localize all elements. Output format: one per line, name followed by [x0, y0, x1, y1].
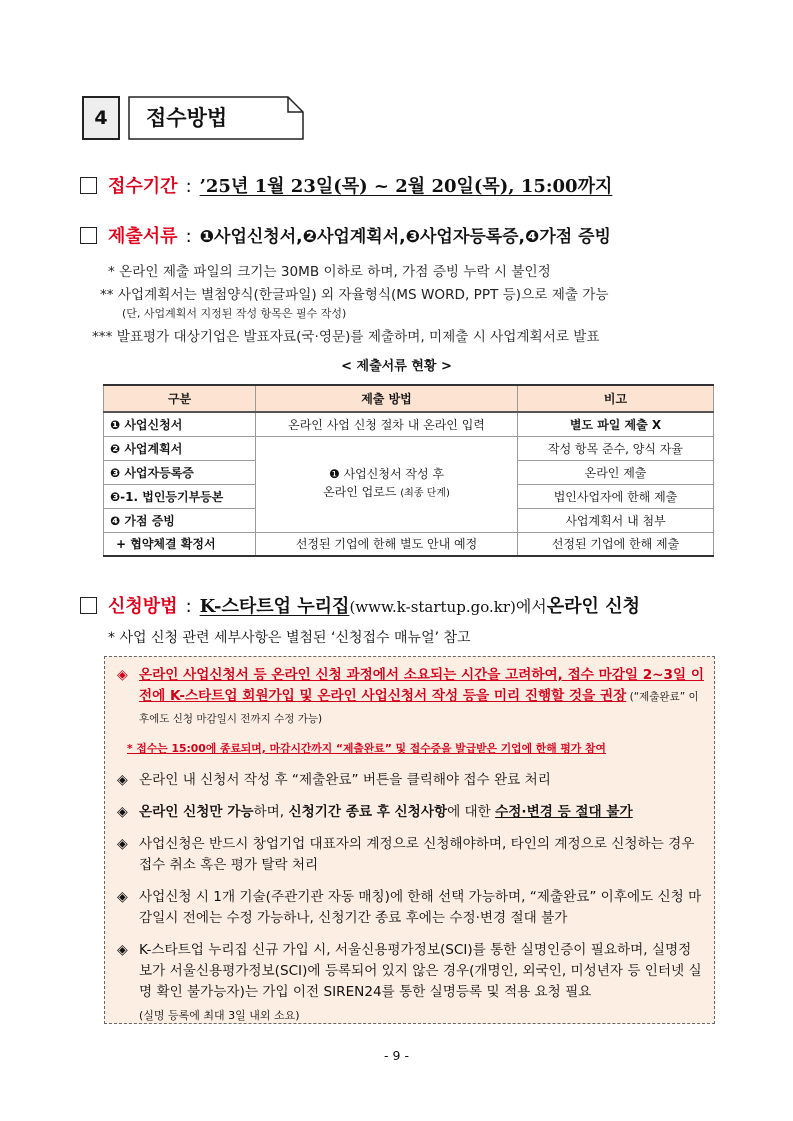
table-cell-note: 온라인 제출: [518, 460, 714, 484]
notice-text: K-스타트업 누리집 신규 가입 시, 서울신용평가정보(SCI)를 통한 실명인증이 필요하며, 실명정보가 서울신용평가정보(SCI)에 등록되어 있지 않은 경우(개명인, 외국인, 미성년자 등 인터넷 실명 확인 불가능자)는 가입 이전 SIREN24를 통한 실명등록 및 적용 요청 필요: [139, 942, 702, 1000]
table-header: 제출 방법: [256, 385, 518, 412]
table-cell-note: 작성 항목 준수, 양식 자율: [518, 436, 714, 460]
apply-label: 신청방법: [108, 596, 178, 617]
checkbox-icon: [80, 177, 97, 194]
colon: :: [185, 596, 192, 617]
merged-method-line-2: [262, 483, 511, 503]
notice-text: 수정·변경 등 절대 불가: [495, 804, 633, 820]
table-cell-name: ❷ 사업계획서: [104, 436, 256, 460]
section-header: [82, 96, 304, 140]
table-header: 비고: [518, 385, 714, 412]
apply-url[interactable]: (www.k-startup.go.kr): [349, 598, 516, 616]
table-row: [104, 436, 714, 460]
star-note-text: * 접수는 15:00에 종료되며, 마감시간까지 “제출완료” 및 접수증을 발급받은 기업에 한해 평가 참여: [127, 742, 606, 755]
diamond-bullet-icon: ◈: [117, 804, 128, 820]
table-cell-note: 사업계획서 내 첨부: [518, 508, 714, 532]
notice-small-line: [115, 1005, 704, 1026]
section-title-box: [128, 96, 304, 140]
document-item: ❷사업계획서,: [302, 227, 406, 247]
notice-item: [115, 834, 704, 876]
notice-small: (실명 등록에 최대 3일 내외 소요): [139, 1009, 300, 1022]
notice-text: 에 대한: [447, 804, 496, 820]
table-cell-name: ❹ 가점 증빙: [104, 508, 256, 532]
section-title: 접수방법: [146, 106, 228, 130]
section-number: 4: [82, 96, 120, 140]
checkbox-icon: [80, 227, 97, 244]
notice-text: 사업신청 시 1개 기술(주관기관 자동 매칭)에 한해 선택 가능하며, “제출완료” 이후에도 신청 마감일시 전에는 수정 가능하나, 신청기간 종료 후에는 수정·변경 절대 불가: [139, 889, 702, 926]
checkbox-icon: [80, 597, 97, 614]
table-row: [104, 412, 714, 436]
table-cell-note: 선정된 기업에 한해 제출: [518, 532, 714, 556]
notice-text: 온라인 신청만 가능: [139, 804, 254, 820]
diamond-bullet-icon: ◈: [117, 942, 128, 958]
documents-table: [103, 384, 714, 557]
notice-item: [115, 665, 704, 730]
table-cell-method: [256, 412, 518, 436]
documents-label: 제출서류: [108, 226, 178, 247]
documents-note-1: * 온라인 제출 파일의 크기는 30MB 이하로 하며, 가점 증빙 누락 시 불인정: [108, 264, 551, 280]
colon: :: [185, 176, 192, 197]
table-cell-note: 별도 파일 제출 X: [518, 412, 714, 436]
notice-item: [115, 802, 704, 823]
table-header-row: [104, 385, 714, 412]
notice-text: 신청기간 종료 후 신청사항: [288, 804, 448, 820]
notice-small: (“제출완료” 이후에도 신청 마감일시 전까지 수정 가능): [139, 691, 699, 725]
notice-text: 온라인 내 신청서 작성 후 “제출완료” 버튼을 클릭해야 접수 완료 처리: [139, 772, 551, 788]
period-value: ’25년 1월 23일(목) ~ 2월 20일(목), 15:00까지: [199, 176, 613, 197]
apply-sub-note: * 사업 신청 관련 세부사항은 별첨된 ‘신청접수 매뉴얼’ 참고: [108, 630, 471, 646]
document-item: ❶사업신청서,: [199, 227, 303, 247]
table-cell-merged-method: [256, 436, 518, 532]
merged-method-text: 온라인 업로드: [323, 485, 397, 499]
document-item: ❹가점 증빙: [524, 227, 611, 247]
merged-method-line-1: ❶ 사업신청서 작성 후: [329, 467, 444, 481]
apply-action: 온라인 신청: [546, 596, 640, 617]
diamond-bullet-icon: ◈: [117, 889, 128, 905]
table-cell-name: ❸ 사업자등록증: [104, 460, 256, 484]
notice-text: 온라인 사업신청서 등 온라인 신청 과정에서 소요되는 시간을 고려하여, 접수 마감일 2~3일 이전에 K-스타트업 회원가입 및 온라인 사업신청서 작성 등을 미리 진행할 것을 권장: [139, 667, 704, 704]
notice-box: [104, 656, 715, 1024]
table-cell-note: 법인사업자에 한해 제출: [518, 484, 714, 508]
apply-line: [80, 592, 640, 618]
notice-star-note: [115, 741, 704, 756]
table-title: < 제출서류 현황 >: [341, 359, 452, 374]
page-number: - 9 -: [384, 1048, 409, 1063]
documents-note-3: (단, 사업계획서 지정된 작성 항목은 필수 작성): [122, 307, 347, 320]
table-cell-name: ❸-1. 법인등기부등본: [104, 484, 256, 508]
apply-suffix: 에서: [515, 597, 547, 616]
diamond-bullet-icon: ◈: [117, 836, 128, 852]
notice-item: [115, 940, 704, 1003]
colon: :: [185, 226, 192, 247]
notice-item: [115, 887, 704, 929]
table-cell-name: + 협약체결 확정서: [104, 532, 256, 556]
merged-method-small: (최종 단계): [400, 488, 450, 499]
documents-note-2: ** 사업계획서는 별첨양식(한글파일) 외 자율형식(MS WORD, PPT 등)으로 제출 가능: [100, 287, 609, 303]
documents-note-4: *** 발표평가 대상기업은 발표자료(국·영문)를 제출하며, 미제출 시 사업계획서로 발표: [92, 329, 600, 345]
document-item: ❸사업자등록증,: [405, 227, 525, 247]
apply-site-link[interactable]: K-스타트업 누리집: [199, 596, 350, 617]
table-header: 구분: [104, 385, 256, 412]
table-row: [104, 532, 714, 556]
notice-text: 하며,: [253, 804, 289, 820]
documents-line: [80, 222, 611, 248]
table-cell-method: 선정된 기업에 한해 별도 안내 예정: [256, 532, 518, 556]
diamond-bullet-icon: ◈: [117, 772, 128, 788]
notice-item: [115, 770, 704, 791]
period-label: 접수기간: [108, 176, 178, 197]
table-cell-name: ❶ 사업신청서: [104, 412, 256, 436]
method-text: 온라인 사업 신청 절차 내 온라인 입력: [288, 417, 485, 432]
notice-text: 사업신청은 반드시 창업기업 대표자의 계정으로 신청해야하며, 타인의 계정으로 신청하는 경우 접수 취소 혹은 평가 탈락 처리: [139, 836, 695, 873]
diamond-bullet-icon: ◈: [117, 667, 128, 683]
period-line: [80, 172, 612, 198]
